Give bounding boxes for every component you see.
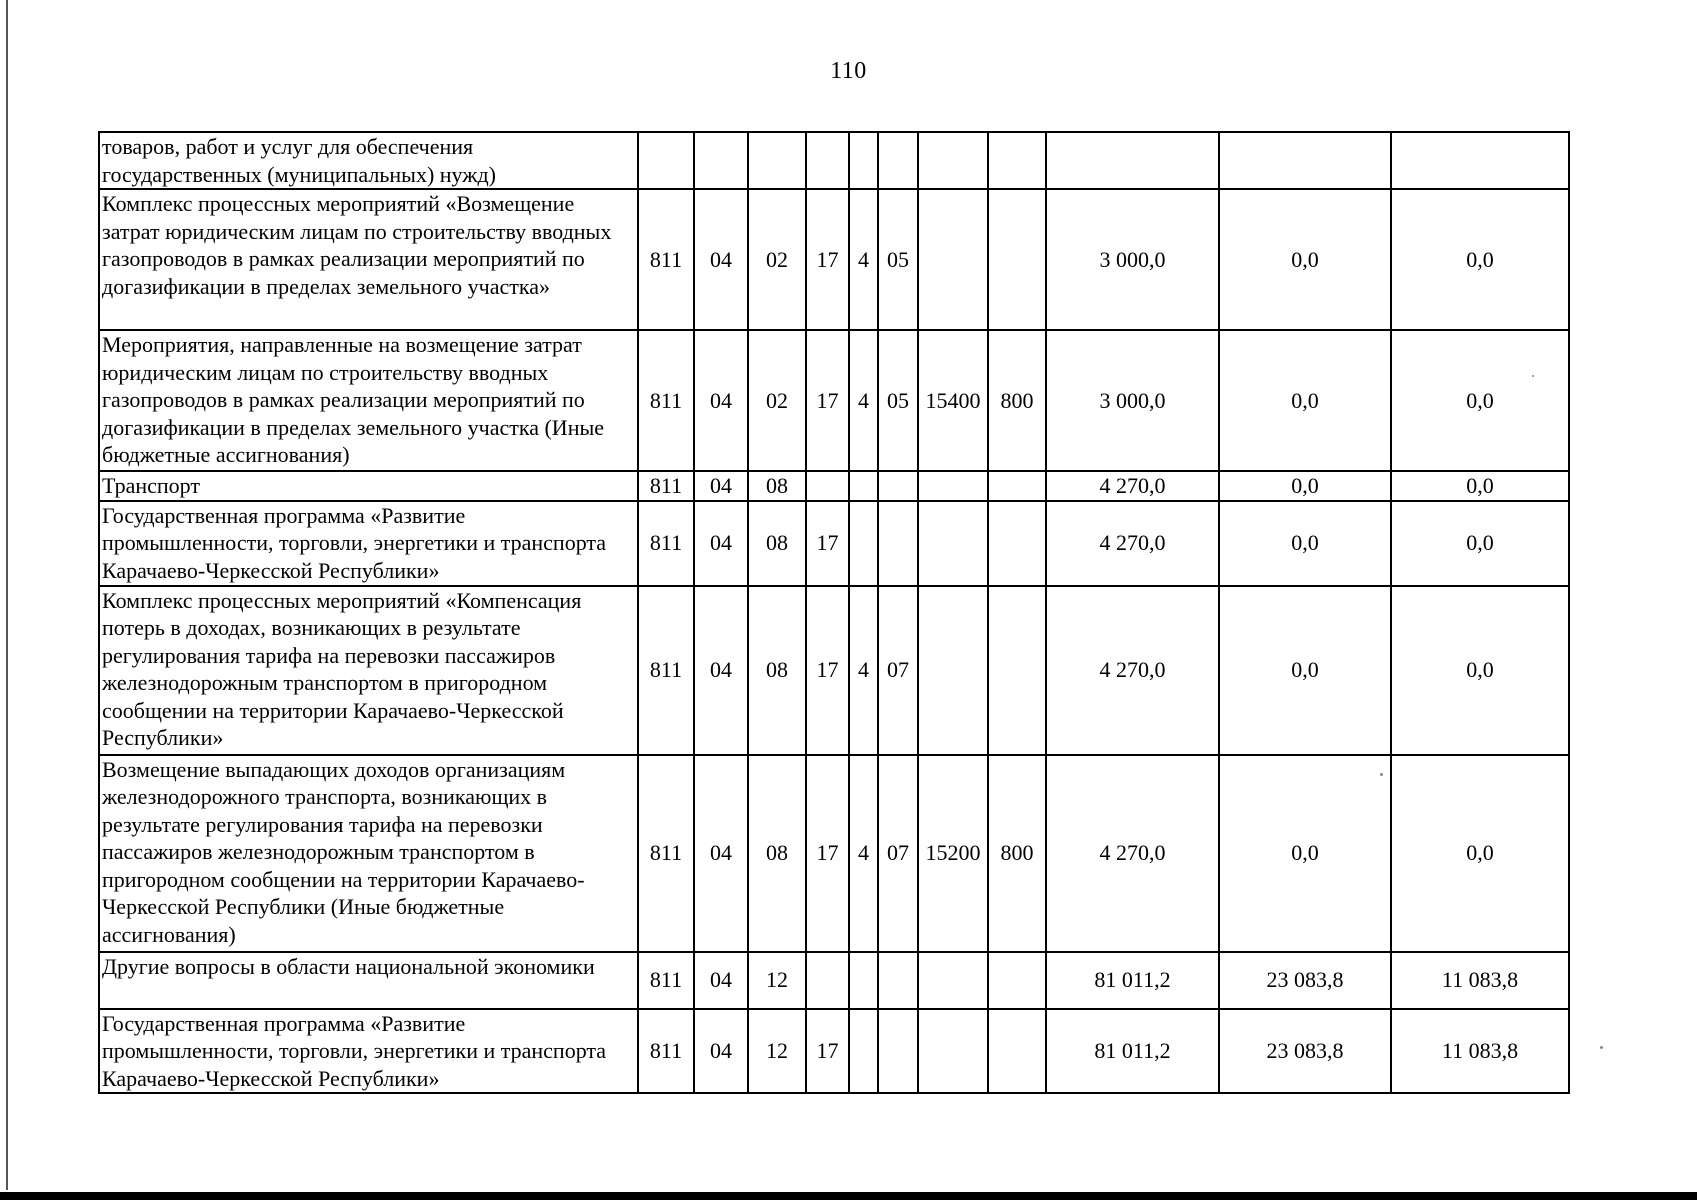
code-subsection: 02 <box>748 189 806 330</box>
code-direction <box>918 586 988 755</box>
code-program: 17 <box>806 501 849 586</box>
code-direction <box>918 189 988 330</box>
code-type: 4 <box>849 330 878 471</box>
table-row <box>99 189 1569 330</box>
table-row <box>99 586 1569 755</box>
amount-year1: 3 000,0 <box>1046 330 1219 471</box>
code-subprogram <box>878 132 918 189</box>
code-subprogram <box>878 471 918 501</box>
code-direction <box>918 132 988 189</box>
amount-year3: 0,0 <box>1391 501 1569 586</box>
amount-year1: 81 011,2 <box>1046 952 1219 1009</box>
amount-year3: 0,0 <box>1391 330 1569 471</box>
code-grbs: 811 <box>638 471 694 501</box>
code-direction <box>918 952 988 1009</box>
code-grbs: 811 <box>638 501 694 586</box>
amount-year1: 4 270,0 <box>1046 501 1219 586</box>
code-expense-type <box>988 952 1046 1009</box>
code-expense-type <box>988 471 1046 501</box>
scan-speck <box>1380 773 1383 776</box>
row-name: Государственная программа «Развитие промышленности, торговли, энергетики и транспорта Карачаево-Черкесской Республики» <box>99 501 638 586</box>
code-program <box>806 471 849 501</box>
code-expense-type <box>988 586 1046 755</box>
code-grbs: 811 <box>638 330 694 471</box>
code-direction <box>918 471 988 501</box>
code-program <box>806 132 849 189</box>
table-row <box>99 952 1569 1009</box>
row-name: Другие вопросы в области национальной экономики <box>99 952 638 1009</box>
code-section: 04 <box>694 330 748 471</box>
code-subsection: 08 <box>748 471 806 501</box>
code-subprogram: 05 <box>878 330 918 471</box>
code-subprogram <box>878 1009 918 1094</box>
amount-year2 <box>1219 132 1391 189</box>
code-grbs <box>638 132 694 189</box>
code-subprogram: 05 <box>878 189 918 330</box>
row-name: Комплекс процессных мероприятий «Возмещение затрат юридическим лицам по строительству вводных газопроводов в рамках реализации мероприятий по догазификации в пределах земельного участка» <box>99 189 638 330</box>
code-grbs: 811 <box>638 586 694 755</box>
code-subsection: 08 <box>748 755 806 952</box>
row-name: Комплекс процессных мероприятий «Компенсация потерь в доходах, возникающих в результате регулирования тарифа на перевозки пассажиров железнодорожным транспортом в пригородном сообщении на территории Карачаево-Черкесской Республики» <box>99 586 638 755</box>
code-type <box>849 1009 878 1094</box>
code-type <box>849 471 878 501</box>
code-subprogram: 07 <box>878 755 918 952</box>
code-type <box>849 501 878 586</box>
table-row <box>99 132 1569 189</box>
code-section: 04 <box>694 189 748 330</box>
amount-year1 <box>1046 132 1219 189</box>
code-subprogram: 07 <box>878 586 918 755</box>
amount-year2: 23 083,8 <box>1219 1009 1391 1094</box>
code-type <box>849 132 878 189</box>
amount-year2: 0,0 <box>1219 471 1391 501</box>
code-expense-type <box>988 501 1046 586</box>
code-section: 04 <box>694 755 748 952</box>
code-program: 17 <box>806 189 849 330</box>
table-row <box>99 1009 1569 1094</box>
table-row <box>99 330 1569 471</box>
amount-year3: 0,0 <box>1391 471 1569 501</box>
amount-year3: 0,0 <box>1391 189 1569 330</box>
amount-year3: 0,0 <box>1391 586 1569 755</box>
code-expense-type: 800 <box>988 330 1046 471</box>
amount-year2: 0,0 <box>1219 755 1391 952</box>
code-subprogram <box>878 952 918 1009</box>
code-program: 17 <box>806 755 849 952</box>
amount-year2: 0,0 <box>1219 586 1391 755</box>
amount-year2: 0,0 <box>1219 330 1391 471</box>
code-type: 4 <box>849 189 878 330</box>
code-direction: 15400 <box>918 330 988 471</box>
code-grbs: 811 <box>638 189 694 330</box>
code-section: 04 <box>694 501 748 586</box>
code-section: 04 <box>694 471 748 501</box>
code-section <box>694 132 748 189</box>
page-number: 110 <box>830 58 867 84</box>
row-name: Транспорт <box>99 471 638 501</box>
code-program: 17 <box>806 1009 849 1094</box>
amount-year3: 0,0 <box>1391 755 1569 952</box>
row-name: Государственная программа «Развитие промышленности, торговли, энергетики и транспорта Карачаево-Черкесской Республики» <box>99 1009 638 1094</box>
code-section: 04 <box>694 952 748 1009</box>
scan-left-edge <box>6 0 8 1190</box>
table-row <box>99 501 1569 586</box>
table-row <box>99 755 1569 952</box>
code-type: 4 <box>849 586 878 755</box>
code-direction: 15200 <box>918 755 988 952</box>
amount-year2: 0,0 <box>1219 501 1391 586</box>
code-expense-type <box>988 132 1046 189</box>
code-expense-type <box>988 1009 1046 1094</box>
scan-speck <box>1600 1046 1603 1049</box>
row-name: Возмещение выпадающих доходов организациям железнодорожного транспорта, возникающих в результате регулирования тарифа на перевозки пассажиров железнодорожным транспортом в пригородном сообщении на территории Карачаево-Черкесской Республики (Иные бюджетные ассигнования) <box>99 755 638 952</box>
code-subsection: 08 <box>748 586 806 755</box>
code-program: 17 <box>806 586 849 755</box>
code-type <box>849 952 878 1009</box>
code-program <box>806 952 849 1009</box>
code-grbs: 811 <box>638 1009 694 1094</box>
code-expense-type <box>988 189 1046 330</box>
code-subprogram <box>878 501 918 586</box>
code-direction <box>918 501 988 586</box>
code-program: 17 <box>806 330 849 471</box>
budget-table <box>98 131 1570 1094</box>
code-section: 04 <box>694 1009 748 1094</box>
scan-speck <box>1532 375 1534 377</box>
amount-year3 <box>1391 132 1569 189</box>
table-row <box>99 471 1569 501</box>
amount-year2: 0,0 <box>1219 189 1391 330</box>
code-type: 4 <box>849 755 878 952</box>
scan-bottom-edge <box>0 1192 1697 1200</box>
code-section: 04 <box>694 586 748 755</box>
code-subsection <box>748 132 806 189</box>
code-grbs: 811 <box>638 952 694 1009</box>
amount-year1: 4 270,0 <box>1046 471 1219 501</box>
amount-year1: 3 000,0 <box>1046 189 1219 330</box>
code-subsection: 08 <box>748 501 806 586</box>
amount-year3: 11 083,8 <box>1391 952 1569 1009</box>
code-subsection: 12 <box>748 1009 806 1094</box>
amount-year1: 81 011,2 <box>1046 1009 1219 1094</box>
amount-year3: 11 083,8 <box>1391 1009 1569 1094</box>
amount-year1: 4 270,0 <box>1046 586 1219 755</box>
code-subsection: 02 <box>748 330 806 471</box>
amount-year1: 4 270,0 <box>1046 755 1219 952</box>
row-name: товаров, работ и услуг для обеспечения государственных (муниципальных) нужд) <box>99 132 638 189</box>
amount-year2: 23 083,8 <box>1219 952 1391 1009</box>
code-direction <box>918 1009 988 1094</box>
code-expense-type: 800 <box>988 755 1046 952</box>
table-body <box>99 132 1569 1093</box>
code-grbs: 811 <box>638 755 694 952</box>
code-subsection: 12 <box>748 952 806 1009</box>
row-name: Мероприятия, направленные на возмещение затрат юридическим лицам по строительству вводных газопроводов в рамках реализации мероприятий по догазификации в пределах земельного участка (Иные бюджетные ассигнования) <box>99 330 638 471</box>
